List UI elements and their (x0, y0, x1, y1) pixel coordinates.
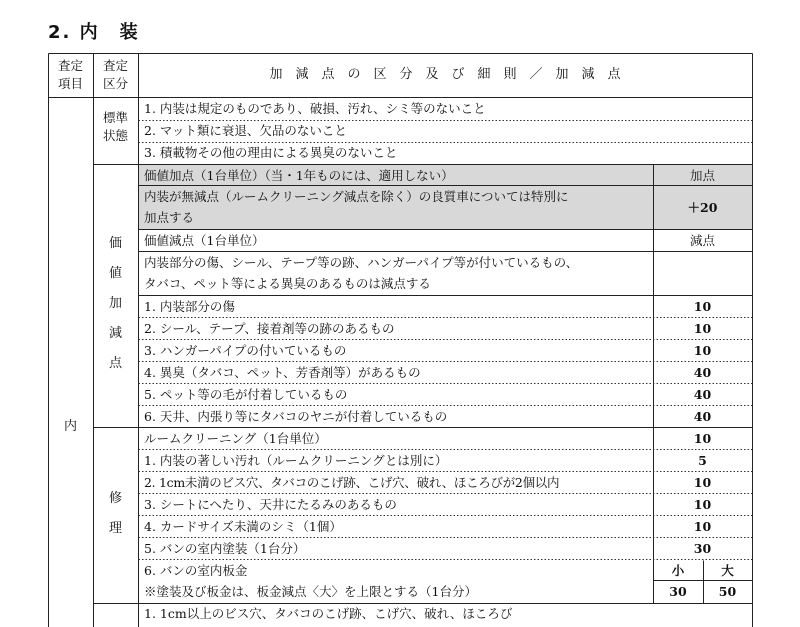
repair-item-5: 5. バンの室内塗装（1台分） (144, 541, 306, 556)
value-add-header: 価値加点（1台単位）（当・1年ものには、適用しない） (138, 165, 653, 186)
repair-item-3: 3. シートにへたり、天井にたるみのあるもの (144, 497, 397, 512)
standard-row-2: 2. マット類に衰退、欠品のないこと (144, 123, 347, 138)
value-item-3: 3. ハンガーパイプの付いているもの (144, 343, 347, 358)
room-cleaning-score: 10 (693, 431, 712, 446)
repair-item-5-score: 30 (693, 541, 712, 556)
repair-label-char-1: 修 (108, 491, 122, 506)
value-item-4-score: 40 (693, 365, 712, 380)
solid-lines (49, 54, 753, 627)
repair-item-4-score: 10 (693, 519, 712, 534)
repair-item-2: 2. 1cm未満のビス穴、タバコのこげ跡、こげ穴、破れ、ほころびが2個以内 (144, 475, 560, 490)
panel-note: ※塗装及び板金は、板金減点〈大〉を上限とする（1台分） (144, 584, 477, 599)
value-label-char-3: 加 (108, 296, 122, 311)
value-deduct-header: 価値減点（1台単位） (144, 233, 265, 248)
repair-label-char-2: 理 (108, 521, 122, 536)
standard-row-1: 1. 内装は規定のものであり、破損、汚れ、シミ等のないこと (144, 101, 486, 116)
value-add-desc-line-1: 内装が無減点（ルームクリーニング減点を除く）の良質車については特別に (144, 189, 569, 204)
value-item-2-score: 10 (693, 321, 712, 336)
repair-item-1-score: 5 (698, 453, 707, 468)
value-deduct-desc-line-1: 内装部分の傷、シール、テープ等の跡、ハンガーパイプ等が付いているもの、 (144, 255, 579, 270)
standard-state-label: 標準 状態 (102, 110, 128, 143)
dotted-lines (139, 121, 753, 560)
panel-large-label: 大 (721, 563, 734, 578)
header-assessment-item: 査定 項目 (57, 58, 83, 91)
value-deduct-header-score: 減点 (689, 233, 715, 248)
value-item-1: 1. 内装部分の傷 (144, 299, 235, 314)
value-item-2: 2. シール、テープ、接着剤等の跡のあるもの (144, 321, 395, 336)
panel-small-label: 小 (671, 563, 685, 578)
panel-large-score: 50 (718, 584, 737, 599)
value-label-char-2: 値 (108, 266, 122, 281)
value-item-5: 5. ペット等の毛が付着しているもの (144, 387, 348, 402)
value-item-5-score: 40 (693, 387, 712, 402)
header-assessment-category: 査定 区分 (102, 58, 128, 91)
repair-item-4: 4. カードサイズ未満のシミ（1個） (144, 519, 342, 534)
value-deduct-desc-line-2: タバコ、ペット等による異臭のあるものは減点する (144, 276, 431, 291)
repair-item-3-score: 10 (693, 497, 712, 512)
repair-item-1: 1. 内装の著しい汚れ（ルームクリーニングとは別に） (144, 453, 448, 468)
item-label-interior: 内 (63, 419, 77, 434)
header-criteria: 加 減 点 の 区 分 及 び 細 則 ／ 加 減 点 (269, 67, 621, 82)
value-add-score: ＋20 (653, 186, 752, 230)
value-item-6-score: 40 (693, 409, 712, 424)
value-label-char-1: 価 (108, 236, 122, 251)
value-label-char-4: 減 (108, 326, 122, 341)
section-title: 2. 内 装 (48, 22, 140, 43)
repair-item-2-score: 10 (693, 475, 712, 490)
value-item-4: 4. 異臭（タバコ、ペット、芳香剤等）があるもの (144, 365, 421, 380)
next-section-row: 1. 1cm以上のビス穴、タバコのこげ跡、こげ穴、破れ、ほころび (144, 606, 513, 621)
room-cleaning: ルームクリーニング（1台単位） (144, 431, 327, 446)
value-item-3-score: 10 (693, 343, 712, 358)
standard-row-3: 3. 積載物その他の理由による異臭のないこと (144, 145, 398, 160)
panel-item: 6. バンの室内板金 (144, 563, 248, 578)
panel-small-score: 30 (669, 584, 687, 599)
value-add-desc-line-2: 加点する (144, 210, 195, 225)
value-label-char-5: 点 (108, 356, 122, 371)
value-add-header-score: 加点 (653, 165, 752, 186)
value-item-1-score: 10 (693, 299, 712, 314)
value-item-6: 6. 天井、内張り等にタバコのヤニが付着しているもの (144, 409, 448, 424)
